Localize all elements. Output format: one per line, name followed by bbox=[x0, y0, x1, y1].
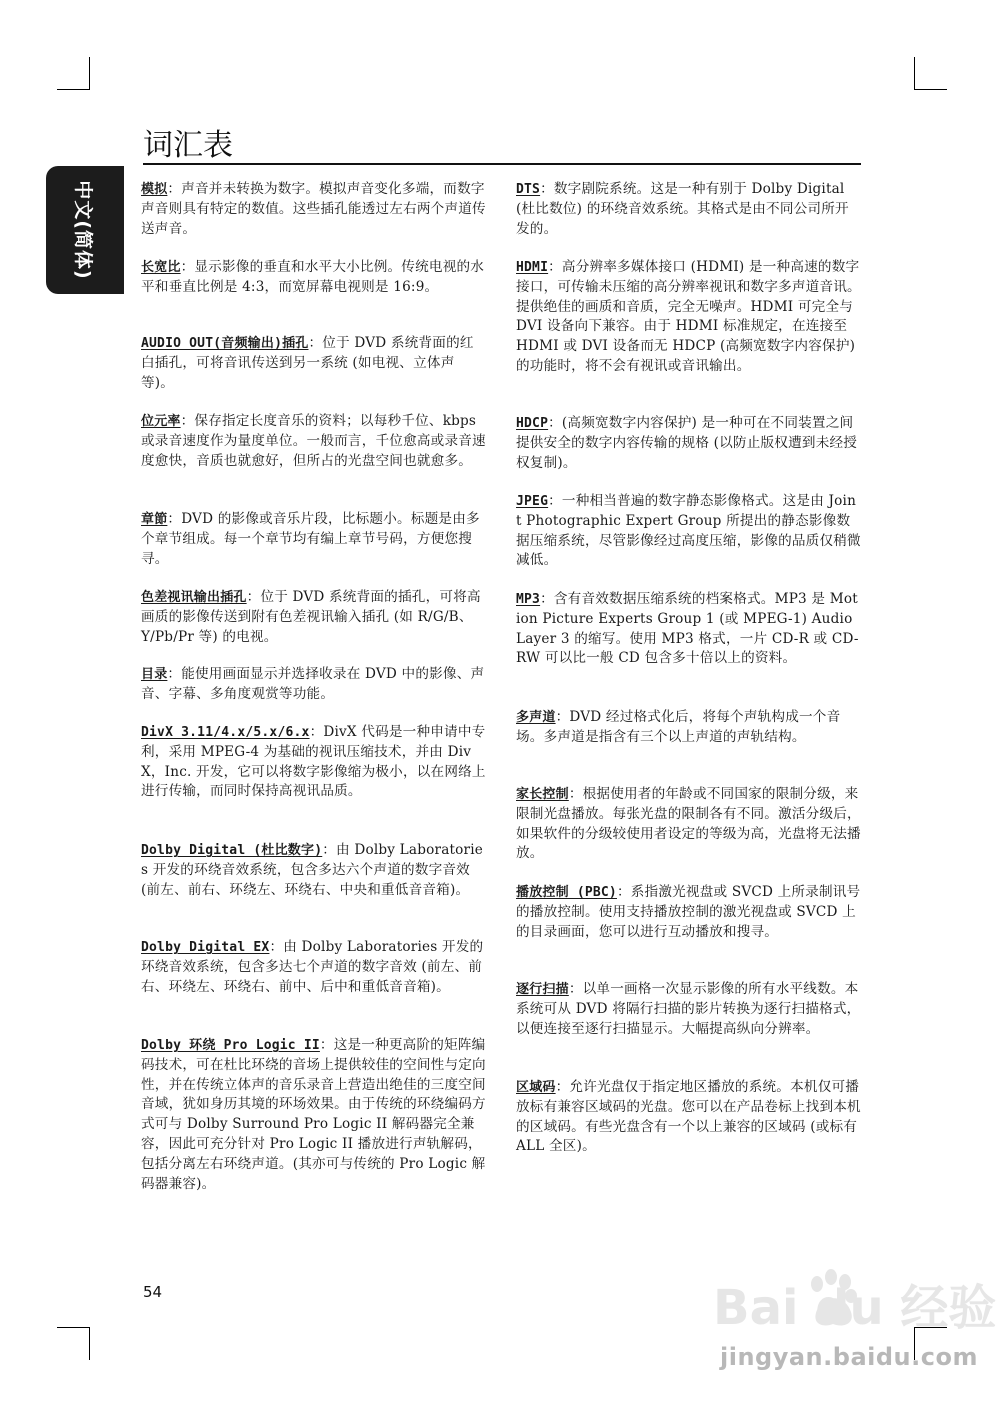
glossary-definition: ：位于 DVD 系统背面的红白插孔，可将音讯传送到另一系统 (如电视、立体声等)。 bbox=[141, 335, 474, 391]
glossary-term: DivX 3.11/4.x/5.x/6.x bbox=[141, 725, 310, 740]
glossary-term: 模拟 bbox=[141, 182, 168, 197]
glossary-definition: ：DivX 代码是一种申请中专利，采用 MPEG-4 为基础的视讯压缩技术，并由 DivX，Inc. 开发，它可以将数字影像缩为极小，以在网络上进行传输，而同时保持高视讯品质。 bbox=[141, 724, 486, 800]
crop-mark bbox=[89, 57, 90, 90]
glossary-entry bbox=[141, 334, 486, 393]
glossary-term: 长宽比 bbox=[141, 260, 181, 275]
glossary-term: 区域码 bbox=[516, 1080, 556, 1095]
glossary-definition: ：根据使用者的年龄或不同国家的限制分级，来限制光盘播放。每张光盘的限制各有不同。激活分级后，如果软件的分级较使用者设定的等级为高，光盘将无法播放。 bbox=[516, 786, 861, 862]
crop-mark bbox=[914, 89, 947, 90]
glossary-entry bbox=[141, 412, 486, 471]
glossary-definition: ：由 Dolby Laboratories 开发的环绕音效系统，包含多达六个声道的数字音效 (前左、前右、环绕左、环绕右、中央和重低音音箱)。 bbox=[141, 842, 484, 898]
glossary-term: MP3 bbox=[516, 592, 541, 607]
glossary-entry bbox=[141, 180, 486, 239]
title-divider bbox=[143, 163, 861, 165]
glossary-definition: ：含有音效数据压缩系统的档案格式。MP3 是 Motion Picture Experts Group 1 (或 MPEG-1) Audio Layer 3 的缩写。使用 MP3 格式，一片 CD-R 或 CD-RW 可以比一般 CD 包含多十倍以上的资料。 bbox=[516, 591, 859, 667]
glossary-entry bbox=[141, 938, 486, 997]
glossary-term: 目录 bbox=[141, 667, 168, 682]
page-number: 54 bbox=[143, 1283, 163, 1301]
glossary-term: 家长控制 bbox=[516, 787, 569, 802]
glossary-entry bbox=[141, 723, 486, 802]
glossary-entry bbox=[516, 590, 861, 669]
baidu-watermark-logo bbox=[705, 1262, 997, 1397]
glossary-definition: ：允许光盘仅于指定地区播放的系统。本机仅可播放标有兼容区域码的光盘。您可以在产品卷标上找到本机的区域码。有些光盘含有一个以上兼容的区域码 (或标有 ALL 全区)。 bbox=[516, 1079, 861, 1155]
watermark-logo-text: Bai du 经验 bbox=[713, 1280, 997, 1336]
glossary-definition: ：数字剧院系统。这是一种有别于 Dolby Digital (杜比数位) 的环绕音效系统。其格式是由不同公司所开发的。 bbox=[516, 181, 849, 237]
page-title: 词汇表 bbox=[143, 128, 233, 163]
crop-mark bbox=[57, 89, 90, 90]
glossary-entry bbox=[516, 980, 861, 1039]
glossary-term: HDMI bbox=[516, 260, 549, 275]
glossary-entry bbox=[516, 785, 861, 864]
glossary-term: 多声道 bbox=[516, 710, 556, 725]
glossary-entry bbox=[516, 708, 861, 748]
glossary-term: 色差视讯输出插孔 bbox=[141, 590, 247, 605]
glossary-term: JPEG bbox=[516, 494, 549, 509]
glossary-definition: ：DVD 经过格式化后，将每个声轨构成一个音场。多声道是指含有三个以上声道的声轨结构。 bbox=[516, 709, 841, 745]
glossary-term: Dolby 环绕 Pro Logic II bbox=[141, 1038, 320, 1053]
glossary-term: HDCP bbox=[516, 416, 549, 431]
glossary-entry bbox=[516, 258, 861, 377]
glossary-definition: ：以单一画格一次显示影像的所有水平线数。本系统可从 DVD 将隔行扫描的影片转换为逐行扫描格式，以便连接至逐行扫描显示。大幅提高纵向分辨率。 bbox=[516, 981, 861, 1037]
glossary-entry bbox=[516, 1078, 861, 1157]
glossary-entry bbox=[141, 588, 486, 647]
glossary-term: AUDIO OUT(音频输出)插孔 bbox=[141, 336, 309, 351]
crop-mark bbox=[57, 1327, 90, 1328]
glossary-definition: ：能使用画面显示并选择收录在 DVD 中的影像、声音、字幕、多角度观赏等功能。 bbox=[141, 666, 485, 702]
glossary-term: 章節 bbox=[141, 512, 168, 527]
glossary-definition: ：保存指定长度音乐的资料；以每秒千位、kbps 或录音速度作为量度单位。一般而言，千位愈高或录音速度愈快，音质也就愈好，但所占的光盘空间也就愈多。 bbox=[141, 413, 486, 469]
glossary-definition: ：这是一种更高阶的矩阵编码技术，可在杜比环绕的音场上提供较佳的空间性与定向性，并在传统立体声的音乐录音上营造出绝佳的三度空间音域，犹如身历其境的环场效果。由于传统的环绕编码方式可与 Dolby Surround Pro Logic II 解码器完全兼容，因此可充分针对 Pro Logic II 播放进行声轨解码，包括分离左右环绕声道。(其亦可与传统的 Pro Logic 解码器兼容)。 bbox=[141, 1037, 486, 1192]
glossary-term: Dolby Digital (杜比数字) bbox=[141, 843, 323, 858]
glossary-definition: ：系指激光视盘或 SVCD 上所录制讯号的播放控制。使用支持播放控制的激光视盘或 SVCD 上的目录画面，您可以进行互动播放和搜寻。 bbox=[516, 884, 861, 940]
glossary-entry bbox=[516, 414, 861, 473]
glossary-definition: ：高分辨率多媒体接口 (HDMI) 是一种高速的数字接口，可传输未压缩的高分辨率视讯和数字多声道音讯。提供绝佳的画质和音质，完全无噪声。HDMI 可完全与 DVI 设备向下兼容。由于 HDMI 标准规定，在连接至 HDMI 或 DVI 设备而无 HDCP (高频宽数字内容保护) 的功能时，将不会有视讯或音讯输出。 bbox=[516, 259, 861, 374]
glossary-entry bbox=[516, 883, 861, 942]
glossary-entry bbox=[141, 510, 486, 569]
glossary-term: 位元率 bbox=[141, 414, 181, 429]
glossary-definition: ：由 Dolby Laboratories 开发的环绕音效系统，包含多达七个声道的数字音效 (前左、前右、环绕左、环绕右、前中、后中和重低音音箱)。 bbox=[141, 939, 484, 995]
glossary-term: 逐行扫描 bbox=[516, 982, 569, 997]
glossary-term: DTS bbox=[516, 182, 541, 197]
glossary-entry bbox=[141, 258, 486, 298]
glossary-definition: ：一种相当普遍的数字静态影像格式。这是由 Joint Photographic Expert Group 所提出的静态影像数据压缩系统，尽管影像经过高度压缩，影像的品质仅稍微减低。 bbox=[516, 493, 861, 569]
glossary-definition: ：显示影像的垂直和水平大小比例。传统电视的水平和垂直比例是 4:3，而宽屏幕电视则是 16:9。 bbox=[141, 259, 485, 295]
glossary-entry bbox=[516, 492, 861, 571]
crop-mark bbox=[89, 1327, 90, 1360]
language-tab-label: 中文(简体) bbox=[72, 180, 95, 280]
glossary-definition: ：(高频宽数字内容保护) 是一种可在不同装置之间提供安全的数字内容传输的规格 (以防止版权遭到未经授权复制)。 bbox=[516, 415, 858, 471]
glossary-definition: ：DVD 的影像或音乐片段，比标题小。标题是由多个章节组成。每一个章节均有编上章节号码，方便您搜寻。 bbox=[141, 511, 480, 567]
glossary-entry bbox=[516, 180, 861, 239]
glossary-term: 播放控制 (PBC) bbox=[516, 885, 617, 900]
glossary-term: Dolby Digital EX bbox=[141, 940, 270, 955]
glossary-entry bbox=[141, 1036, 486, 1194]
glossary-entry bbox=[141, 665, 486, 705]
crop-mark bbox=[914, 57, 915, 90]
glossary-definition: ：位于 DVD 系统背面的插孔，可将高画质的影像传送到附有色差视讯输入插孔 (如 R/G/B、Y/Pb/Pr 等) 的电视。 bbox=[141, 589, 481, 645]
language-tab bbox=[46, 166, 124, 294]
glossary-entry bbox=[141, 841, 486, 900]
glossary-definition: ：声音并未转换为数字。模拟声音变化多端，而数字声音则具有特定的数值。这些插孔能透过左右两个声道传送声音。 bbox=[141, 181, 486, 237]
watermark-url: jingyan.baidu.com bbox=[720, 1343, 978, 1371]
